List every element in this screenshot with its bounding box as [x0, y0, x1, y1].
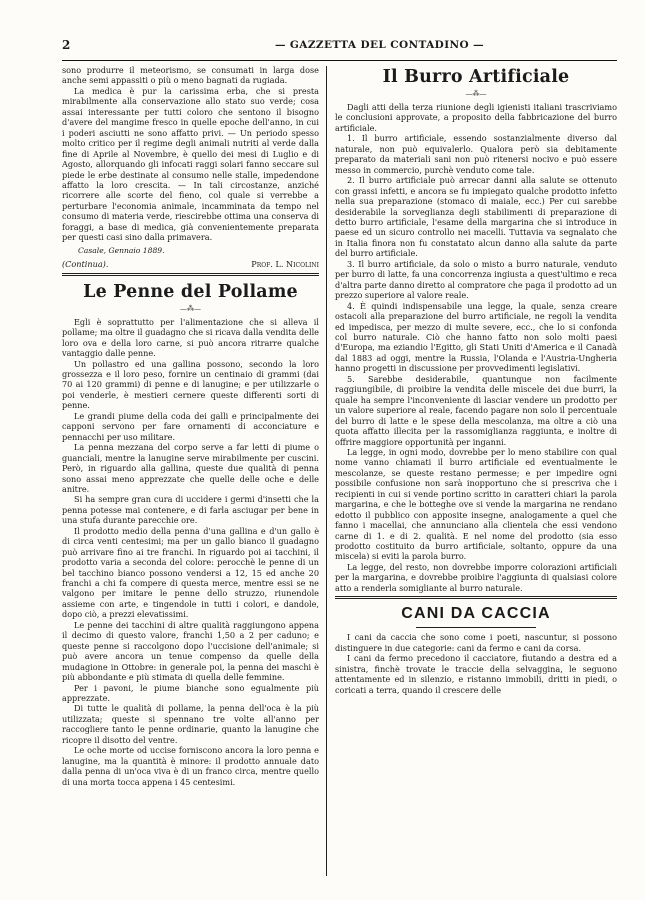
author-signature: Prof. L. Nicolini — [251, 258, 319, 269]
title-underline — [416, 627, 536, 628]
continued-paragraph: sono produrre il meteorismo, se consumati in larga dose anche semi appassiti o più o meno bagnati da rugiada. — [62, 65, 319, 86]
header-rule — [62, 60, 617, 61]
article-paragraph: 2. Il burro artificiale può arrecar danni alla salute se ottenuto con grassi infetti, e ancora se fu impiegato qualche prodotto infetto nella sua preparazione (stomaco di maiale, ecc.) Per cui sarebbe desiderabile la sorveglianza degli stabilimenti di preparazione di detto burro artificiale, l'esame della margarina che si introduce in paese ed un sicuro controllo nei macelli. Tuttavia va segnalato che in Italia finora non fu constatato alcun danno alla salute da parte del burro artificiale. — [335, 175, 617, 259]
signature-line — [62, 258, 319, 270]
article-paragraph: 5. Sarebbe desiderabile, quantunque non facilmente raggiungibile, di proibire la vendita delle miscele dei due burri, la quale ha sempre l'inconveniente di lasciar vendere un prodotto per un valore superiore al reale, facendo pagare non solo il percentuale del burro di latte e le spese della mescolanza, ma oltre a ciò una quota affatto illecita per la rassomiglianza raggiunta, e inoltre di offrire maggiore opportunità per inganni. — [335, 373, 617, 447]
article-paragraph: Si ha sempre gran cura di uccidere i germi d'insetti che la penna potesse mai contenere, e di farla asciugar per bene in una stufa durante parecchie ore. — [62, 494, 319, 526]
article-paragraph: Un pollastro ed una gallina possono, secondo la loro grossezza e il loro peso, fornire un centinaio di grammi (dai 70 ai 120 grammi) di penne e di lanugine; e per utilizzarle o poi venderle, è mestieri cernere queste differenti sorti di penne. — [62, 358, 319, 411]
article-title-penne: Le Penne del Pollame — [83, 281, 298, 302]
ornament: —⁂— — [465, 90, 487, 98]
column-divider — [326, 66, 327, 876]
right-column — [335, 65, 617, 695]
article-paragraph: La legge, in ogni modo, dovrebbe per lo meno stabilire con qual nome vanno chiamati il burro artificiale ed eventualmente le mescolanze, se queste restano permesse; e per impedire ogni possibile confusione non sarà inopportuno che si prescriva che i recipienti in cui si vende portino scritto in caratteri chiari la parola margarina, e che le botteghe ove si vende la margarina ne rendano edotto il pubblico con apposite insegne, analogamente a quel che fanno i macellai, che annunciano alla clientela che essi vendono carne di 1. e di 2. qualità. E nel nome del prodotto (sia esso prodotto costituito da burro artificiale, soltanto, oppure da una miscela) si eviti la parola burro. — [335, 446, 617, 562]
article-paragraph: Le oche morte od uccise forniscono ancora la loro penna e lanugine, ma la quantità è minore: il prodotto annuale dato dalla penna di un'oca viva è di un franco circa, mentre quello di una morta tocca appena i 45 centesimi. — [62, 745, 319, 787]
article-paragraph: Le penne dei tacchini di altre qualità raggiungono appena il decimo di questo valore, franchi 1,50 a 2 per caduno; e queste penne si raccolgono dopo l'uccisione dell'animale; si può avere ancora un tenue compenso da quelle della mudagione in Ottobre: in generale poi, la penna dei maschi è più abbondante e più stimata di quella delle femmine. — [62, 619, 319, 683]
section-separator — [62, 273, 319, 276]
article-date: Casale, Gennaio 1889. — [78, 245, 165, 255]
article-paragraph: Dagli atti della terza riunione degli igienisti italiani trascriviamo le conclusioni approvate, a proposito della fabbricazione del burro artificiale. — [335, 102, 617, 133]
page-number: 2 — [62, 38, 71, 52]
article-paragraph: Le grandi piume della coda dei galli e principalmente dei capponi servono per fare ornamenti di acconciature e pennacchi per uso militare. — [62, 410, 319, 442]
ornament: —⁂— — [180, 304, 201, 313]
article-paragraph: I cani da caccia che sono come i poeti, nascuntur, si possono distinguere in due categorie: cani da fermo e cani da corsa. — [335, 632, 617, 653]
left-column — [62, 65, 319, 787]
article-paragraph: Egli è soprattutto per l'alimentazione che si alleva il pollame; ma oltre il guadagno che si ricava dalla vendita delle loro ova e della loro carne, si può ancora ritrarre qualche vantaggio dalle penne. — [62, 316, 319, 359]
article-paragraph: La legge, del resto, non dovrebbe imporre colorazioni artificiali per la margarina, e dovrebbe proibire l'aggiunta di qualsiasi colore atto a renderla somigliante al burro naturale. — [335, 561, 617, 593]
continua-label: (Continua). — [62, 258, 109, 269]
article-paragraph: Di tutte le qualità di pollame, la penna dell'oca è la più utilizzata; queste si spennano tre volte all'anno per raccogliere tanto le penne ordinarie, quanto la lanugine che ricopre il disotto del ventre. — [62, 703, 319, 745]
article-paragraph: Per i pavoni, le piume bianche sono egualmente più apprezzate. — [62, 682, 319, 704]
newspaper-title: — GAZZETTA DEL CONTADINO — — [274, 39, 485, 51]
article-paragraph: 1. Il burro artificiale, essendo sostanzialmente diverso dal naturale, non può equivalerlo. Qualora però sia debitamente preparato da materiali sani non può ritenersi nocivo e può essere messo in commercio, purchè venduto come tale. — [335, 133, 617, 175]
article-paragraph: La penna mezzana del corpo serve a far letti di piume o guanciali, mentre la lanugine serve mirabilmente per cuscini. Però, in riguardo alla gallina, queste due qualità di penna sono assai meno apprezzate che quelle delle oche e delle anitre. — [62, 442, 319, 494]
article-title-cani: CANI DA CACCIA — [401, 605, 551, 623]
article-paragraph: Il prodotto medio della penna d'una gallina e d'un gallo è di circa venti centesimi; ma per un gallo bianco il guadagno può arrivare fino ai tre franchi. In riguardo poi ai tacchini, il prodotto varia a seconda del colore: perocchè le penne di un bel tacchino bianco possono vendersi a 12, 15 ed anche 20 franchi a chi fa compere di questa merce, mentre essi se ne valgono per imitare le penne dello struzzo, riunendole assieme con arte, e tingendole in tutti i colori, e dandole, dopo ciò, a prezzi elevatissimi. — [62, 525, 319, 620]
article-paragraph: 4. È quindi indispensabile una legge, la quale, senza creare ostacoli alla preparazione del burro artificiale, ne regoli la vendita ed impedisca, per mezzo di multe severe, ecc., che lo si confonda col burro naturale. Ciò che hanno fatto non solo molti paesi d'Europa, ma eziandio l'Egitto, gli Stati Uniti d'America e il Canadà dal 1883 ad oggi, mentre la Russia, l'Olanda e l'Austria-Ungheria hanno progetti in discussione per provvedimenti legislativi. — [335, 300, 617, 374]
article-title-burro: Il Burro Artificiale — [382, 67, 570, 87]
article-paragraph: 3. Il burro artificiale, da solo o misto a burro naturale, venduto per burro di latte, fa una concorrenza ingiusta a quest'ultimo e reca d'altra parte danno diretto al compratore che paga il prodotto ad un prezzo superiore al valore reale. — [335, 258, 617, 301]
continued-paragraph: La medica è pur la carissima erba, che si presta mirabilmente alla conservazione allo stato suo verde; cosa assai interessante per tutti coloro che sentono il bisogno d'avere del mangime fresco in quelle epoche dell'anno, in cui i poderi asciutti ne sono affatto privi. — Un periodo spesso molto critico per il regime degli animali nutriti al verde dalla fine di Aprile al Novembre, è quello dei mesi di Luglio e di Agosto, allorquando gli infocati raggi solari fanno seccare sul piede le erbe destinate al consumo nelle stalle, impedendone affatto la loro crescita. — In tali circostanze, anziché ricorrere alle scorte del fieno, col quale si verrebbe a perturbare l'economia animale, incamminata da tempo nel consumo di materia verde, riescirebbe ottima una conserva di foraggi, a base di medica, già convenientemente preparata per questi casi sino dalla primavera. — [62, 85, 319, 243]
article-paragraph: I cani da fermo precedono il cacciatore, fiutando a destra ed a sinistra, finchè trovate le traccie della selvaggina, le seguono attentamente ed in silenzio, e ristanno immobili, dritti in piedi, o coricati a terra, quando il crescere delle — [335, 653, 617, 695]
section-separator — [335, 596, 617, 599]
page-header — [62, 38, 617, 58]
